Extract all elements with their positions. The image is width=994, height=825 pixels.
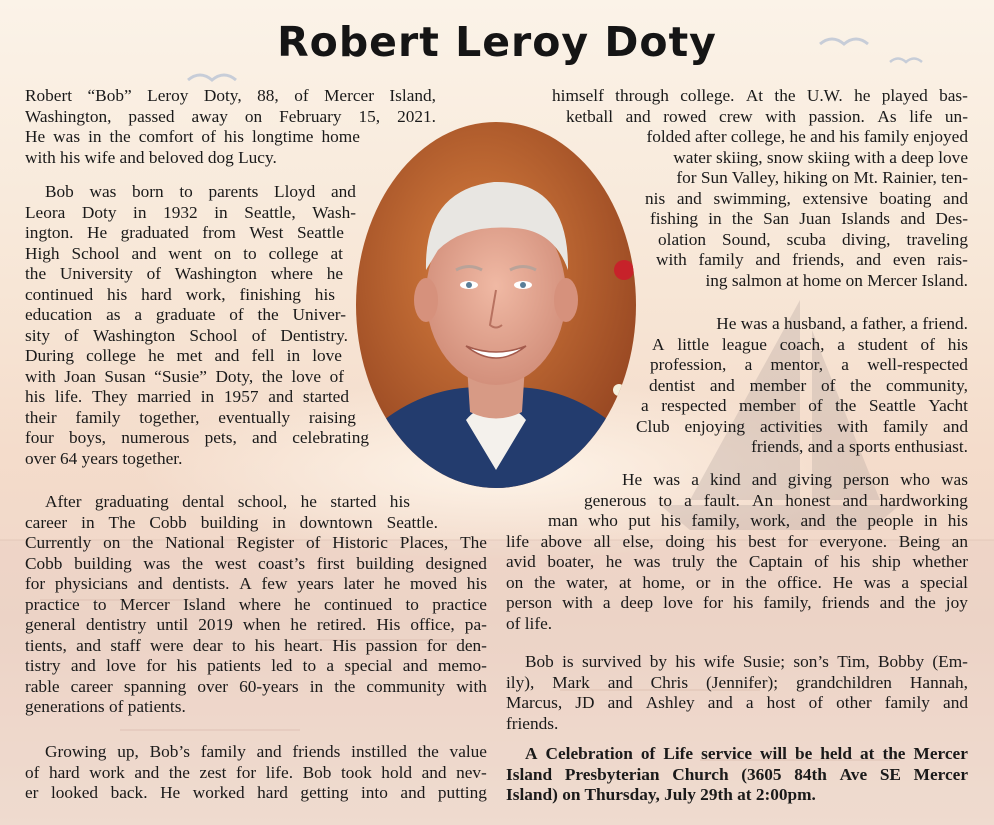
left-text-line: practice to Mercer Island where he continued to practice (25, 594, 487, 614)
left-text-line: ington. He graduated from West Seattle (25, 223, 344, 242)
right-text-line: ing salmon at home on Mercer Island. (705, 270, 968, 290)
left-text-line: He was in the comfort of his longtime home (25, 127, 360, 146)
left-text-line: generations of patients. (25, 697, 186, 716)
right-text-line: water skiing, snow skiing with a deep love (673, 147, 968, 167)
right-text-line: dentist and member of the community, (649, 375, 968, 395)
left-text-line: career in The Cobb building in downtown Seattle. (25, 512, 438, 532)
left-text-line: tistry and love for his patients led to a special and memo- (25, 656, 487, 675)
left-text-line: Robert “Bob” Leroy Doty, 88, of Mercer Island, (25, 86, 436, 105)
right-text-line: folded after college, he and his family enjoyed (646, 127, 968, 146)
left-text-line: Growing up, Bob’s family and friends instilled the value (45, 742, 487, 761)
left-text-line: High School and went on to college at (25, 243, 343, 263)
left-text-line: Leora Doty in 1932 in Seattle, Wash- (25, 202, 356, 222)
right-text-line: friends, and a sports enthusiast. (751, 437, 968, 456)
left-text-line: with his wife and beloved dog Lucy. (25, 147, 277, 167)
left-text-line: of hard work and the zest for life. Bob took hold and nev- (25, 762, 487, 782)
left-text-line: their family together, eventually raising (25, 407, 356, 427)
left-text-line: tients, and staff were dear to his heart. His passion for den- (25, 635, 487, 655)
right-text-line: of life. (506, 613, 553, 633)
left-text-line: rable career spanning over 60-years in the community with (25, 676, 487, 696)
portrait-photo (354, 120, 638, 490)
left-text-line: Cobb building was the west coast’s first building designed (25, 553, 487, 573)
left-text-line: with Joan Susan “Susie” Doty, the love of (25, 366, 344, 386)
seagull-icon (188, 75, 236, 80)
right-text-line: nis and swimming, extensive boating and (645, 188, 968, 208)
right-text-line: on the water, at home, or in the office. He was a special (506, 572, 968, 592)
right-text-line: A little league coach, a student of his (652, 334, 968, 354)
right-text-line: fishing in the San Juan Islands and Des- (650, 209, 968, 228)
right-text-line: olation Sound, scuba diving, traveling (658, 229, 968, 249)
left-text-line: After graduating dental school, he started his (45, 492, 410, 511)
right-text-line: Island) on Thursday, July 29th at 2:00pm. (506, 785, 816, 804)
left-text-line: Washington, passed away on February 15, 2021. (25, 106, 436, 126)
left-text-line: his life. They married in 1957 and started (25, 387, 349, 406)
right-text-line: He was a husband, a father, a friend. (716, 314, 968, 333)
left-text-line: sity of Washington School of Dentistry. (25, 325, 348, 345)
right-text-line: profession, a mentor, a well-respected (650, 355, 968, 374)
right-text-line: A Celebration of Life service will be held at the Mercer (525, 744, 968, 763)
left-text-line: During college he met and fell in love (25, 346, 342, 365)
left-text-line: continued his hard work, finishing his (25, 284, 335, 304)
right-text-line: for Sun Valley, hiking on Mt. Rainier, ten- (676, 168, 968, 187)
right-text-line: friends. (506, 713, 559, 733)
right-text-line: himself through college. At the U.W. he played bas- (552, 86, 968, 105)
right-text-line: Club enjoying activities with family and (636, 416, 968, 436)
left-text-line: Currently on the National Register of Historic Places, The (25, 533, 487, 552)
right-text-line: Marcus, JD and Ashley and a host of other family and (506, 693, 968, 712)
right-text-line: with family and friends, and even rais- (656, 250, 968, 269)
left-text-line: the University of Washington where he (25, 264, 343, 283)
left-text-line: for physicians and dentists. A few years later he moved his (25, 574, 487, 593)
left-text-line: over 64 years together. (25, 448, 183, 468)
right-text-line: person with a deep love for his family, friends and the joy (506, 593, 968, 612)
left-text-line: four boys, numerous pets, and celebrating (25, 428, 369, 447)
left-text-line: general dentistry until 2019 when he retired. His office, pa- (25, 615, 487, 634)
right-text-line: generous to a fault. An honest and hardworking (584, 490, 968, 510)
left-text-line: er looked back. He worked hard getting into and putting (25, 783, 487, 802)
obituary-title: Robert Leroy Doty (277, 18, 717, 66)
right-text-line: ily), Mark and Chris (Jennifer); grandchildren Hannah, (506, 672, 968, 692)
left-text-line: Bob was born to parents Lloyd and (45, 182, 356, 201)
right-text-line: He was a kind and giving person who was (622, 470, 968, 489)
left-text-line: education as a graduate of the Univer- (25, 305, 346, 324)
right-text-line: ketball and rowed crew with passion. As life un- (566, 106, 968, 126)
right-text-line: Island Presbyterian Church (3605 84th Ave SE Mercer (506, 764, 968, 784)
right-text-line: a respected member of the Seattle Yacht (641, 396, 968, 415)
right-text-line: life above all else, doing his best for everyone. Being an (506, 531, 968, 551)
right-text-line: man who put his family, work, and the people in his (548, 511, 968, 530)
right-text-line: Bob is survived by his wife Susie; son’s Tim, Bobby (Em- (525, 652, 968, 671)
right-text-line: avid boater, he was truly the Captain of his ship whether (506, 552, 968, 571)
